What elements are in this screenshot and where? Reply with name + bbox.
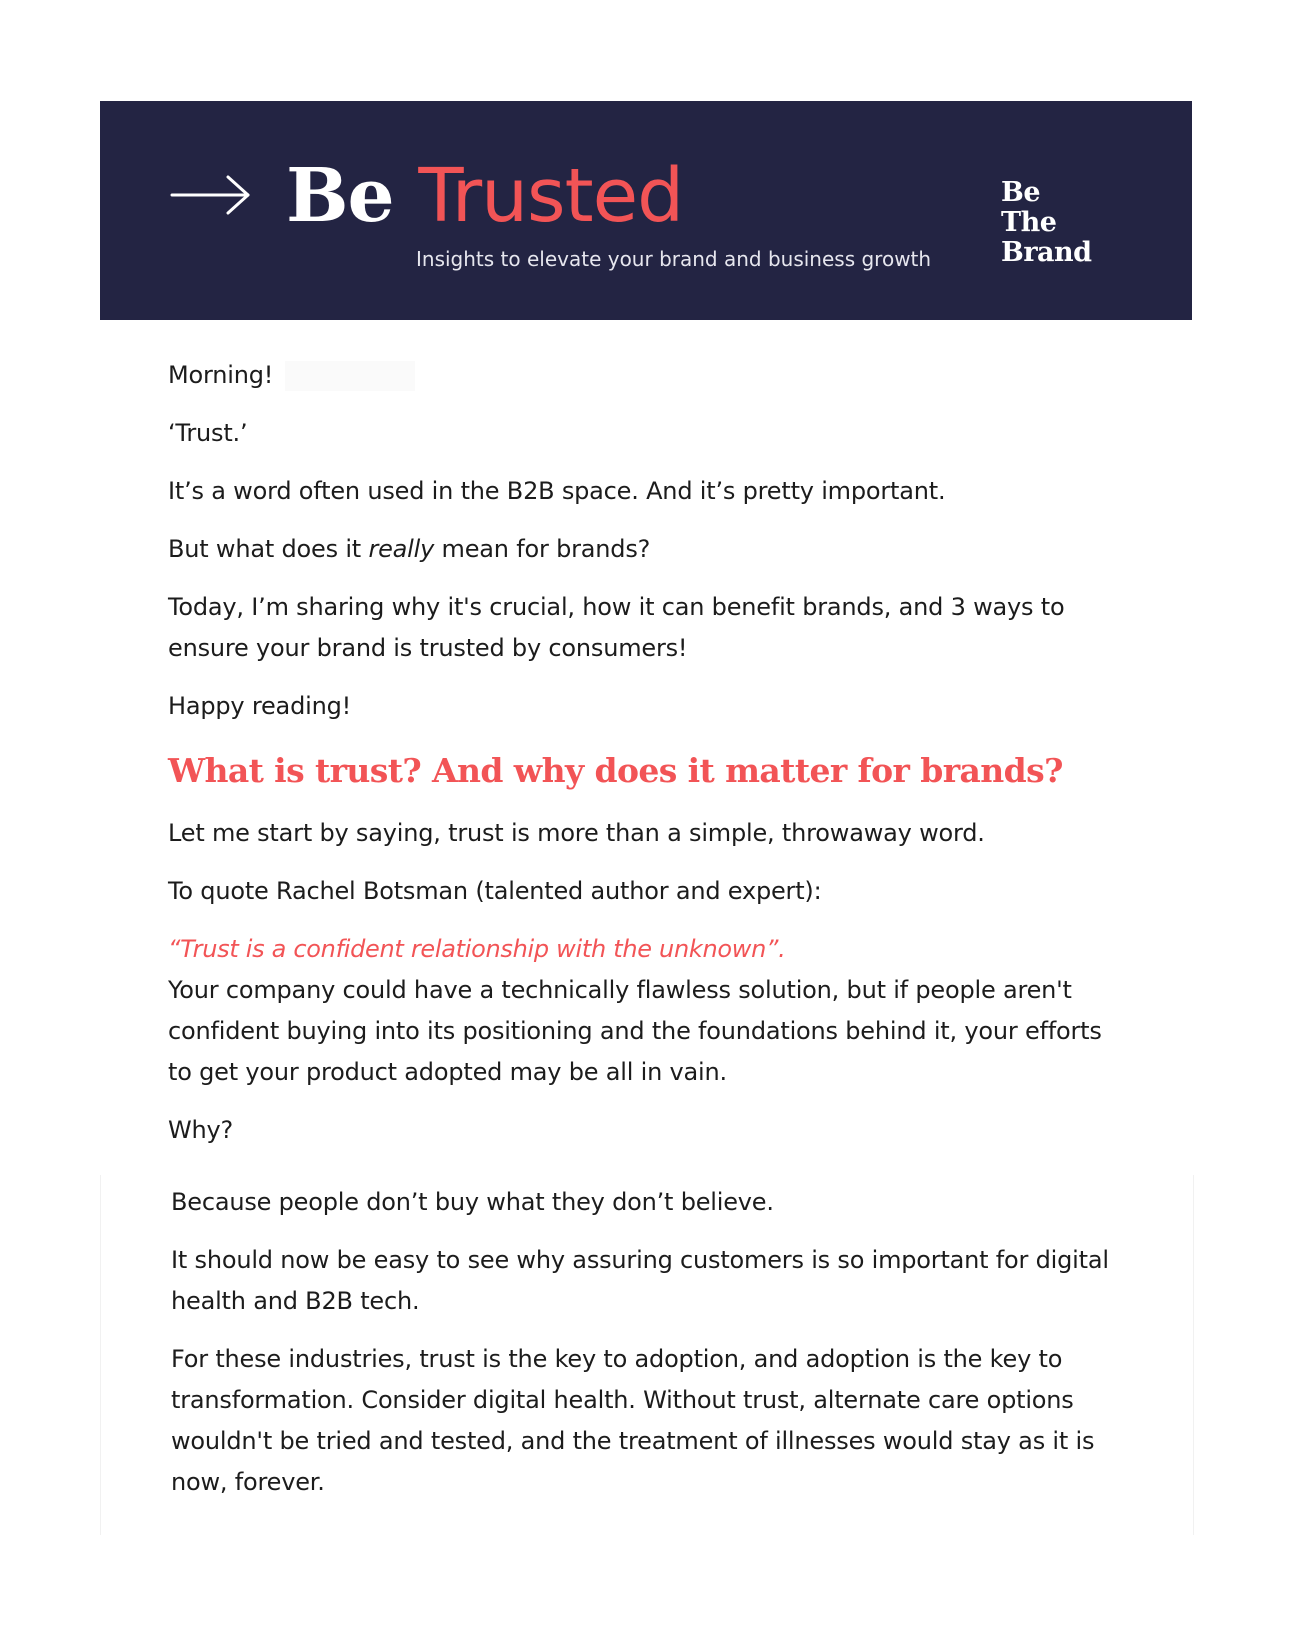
logo-line-brand: Brand	[1001, 237, 1092, 268]
intro-paragraph: It’s a word often used in the B2B space. And it’s pretty important.	[168, 477, 946, 505]
sign-off-paragraph: Happy reading!	[168, 692, 352, 720]
question-emphasis: really	[368, 535, 435, 563]
pull-quote: “Trust is a confident relationship with the unknown”.	[168, 935, 786, 963]
banner-title	[286, 153, 683, 239]
why-paragraph: Why?	[168, 1116, 234, 1144]
belief-paragraph: Because people don’t buy what they don’t believe.	[171, 1188, 774, 1216]
question-paragraph	[168, 529, 1128, 570]
quote-intro-paragraph: To quote Rachel Botsman (talented author and expert):	[168, 877, 822, 905]
question-text-end: mean for brands?	[434, 535, 651, 563]
redacted-name	[285, 361, 415, 391]
be-the-brand-logo	[1001, 178, 1092, 268]
greeting-row	[168, 355, 1128, 396]
banner-tagline: Insights to elevate your brand and business growth	[416, 247, 932, 271]
logo-line-be: Be	[1001, 177, 1040, 208]
section-heading: What is trust? And why does it matter for brands?	[168, 751, 1063, 790]
inset-section	[100, 1175, 1194, 1535]
overview-paragraph: Today, I’m sharing why it's crucial, how it can benefit brands, and 3 ways to ensure your brand is trusted by consumers!	[168, 593, 1065, 662]
article-body	[168, 355, 1128, 1151]
banner-title-trusted: Trusted	[418, 153, 684, 239]
question-text-start: But what does it	[168, 535, 369, 563]
right-arrow-icon	[170, 173, 252, 217]
logo-line-the: The	[1001, 207, 1057, 238]
greeting: Morning!	[168, 361, 274, 389]
solution-paragraph: Your company could have a technically flawless solution, but if people aren't confident buying into its positioning and the foundations behind it, your efforts to get your product adopted may be all in vain.	[168, 976, 1102, 1086]
assurance-paragraph: It should now be easy to see why assuring customers is so important for digital health and B2B tech.	[171, 1246, 1109, 1315]
adoption-paragraph: For these industries, trust is the key to adoption, and adoption is the key to transformation. Consider digital health. Without trust, alternate care options wouldn't be tried and tested, and the treatment of illnesses would stay as it is now, forever.	[171, 1345, 1095, 1496]
inset-content	[171, 1182, 1131, 1503]
newsletter-banner	[100, 101, 1192, 320]
banner-title-be: Be	[286, 153, 394, 239]
trust-word: ‘Trust.’	[168, 419, 248, 447]
opening-paragraph: Let me start by saying, trust is more than a simple, throwaway word.	[168, 819, 985, 847]
